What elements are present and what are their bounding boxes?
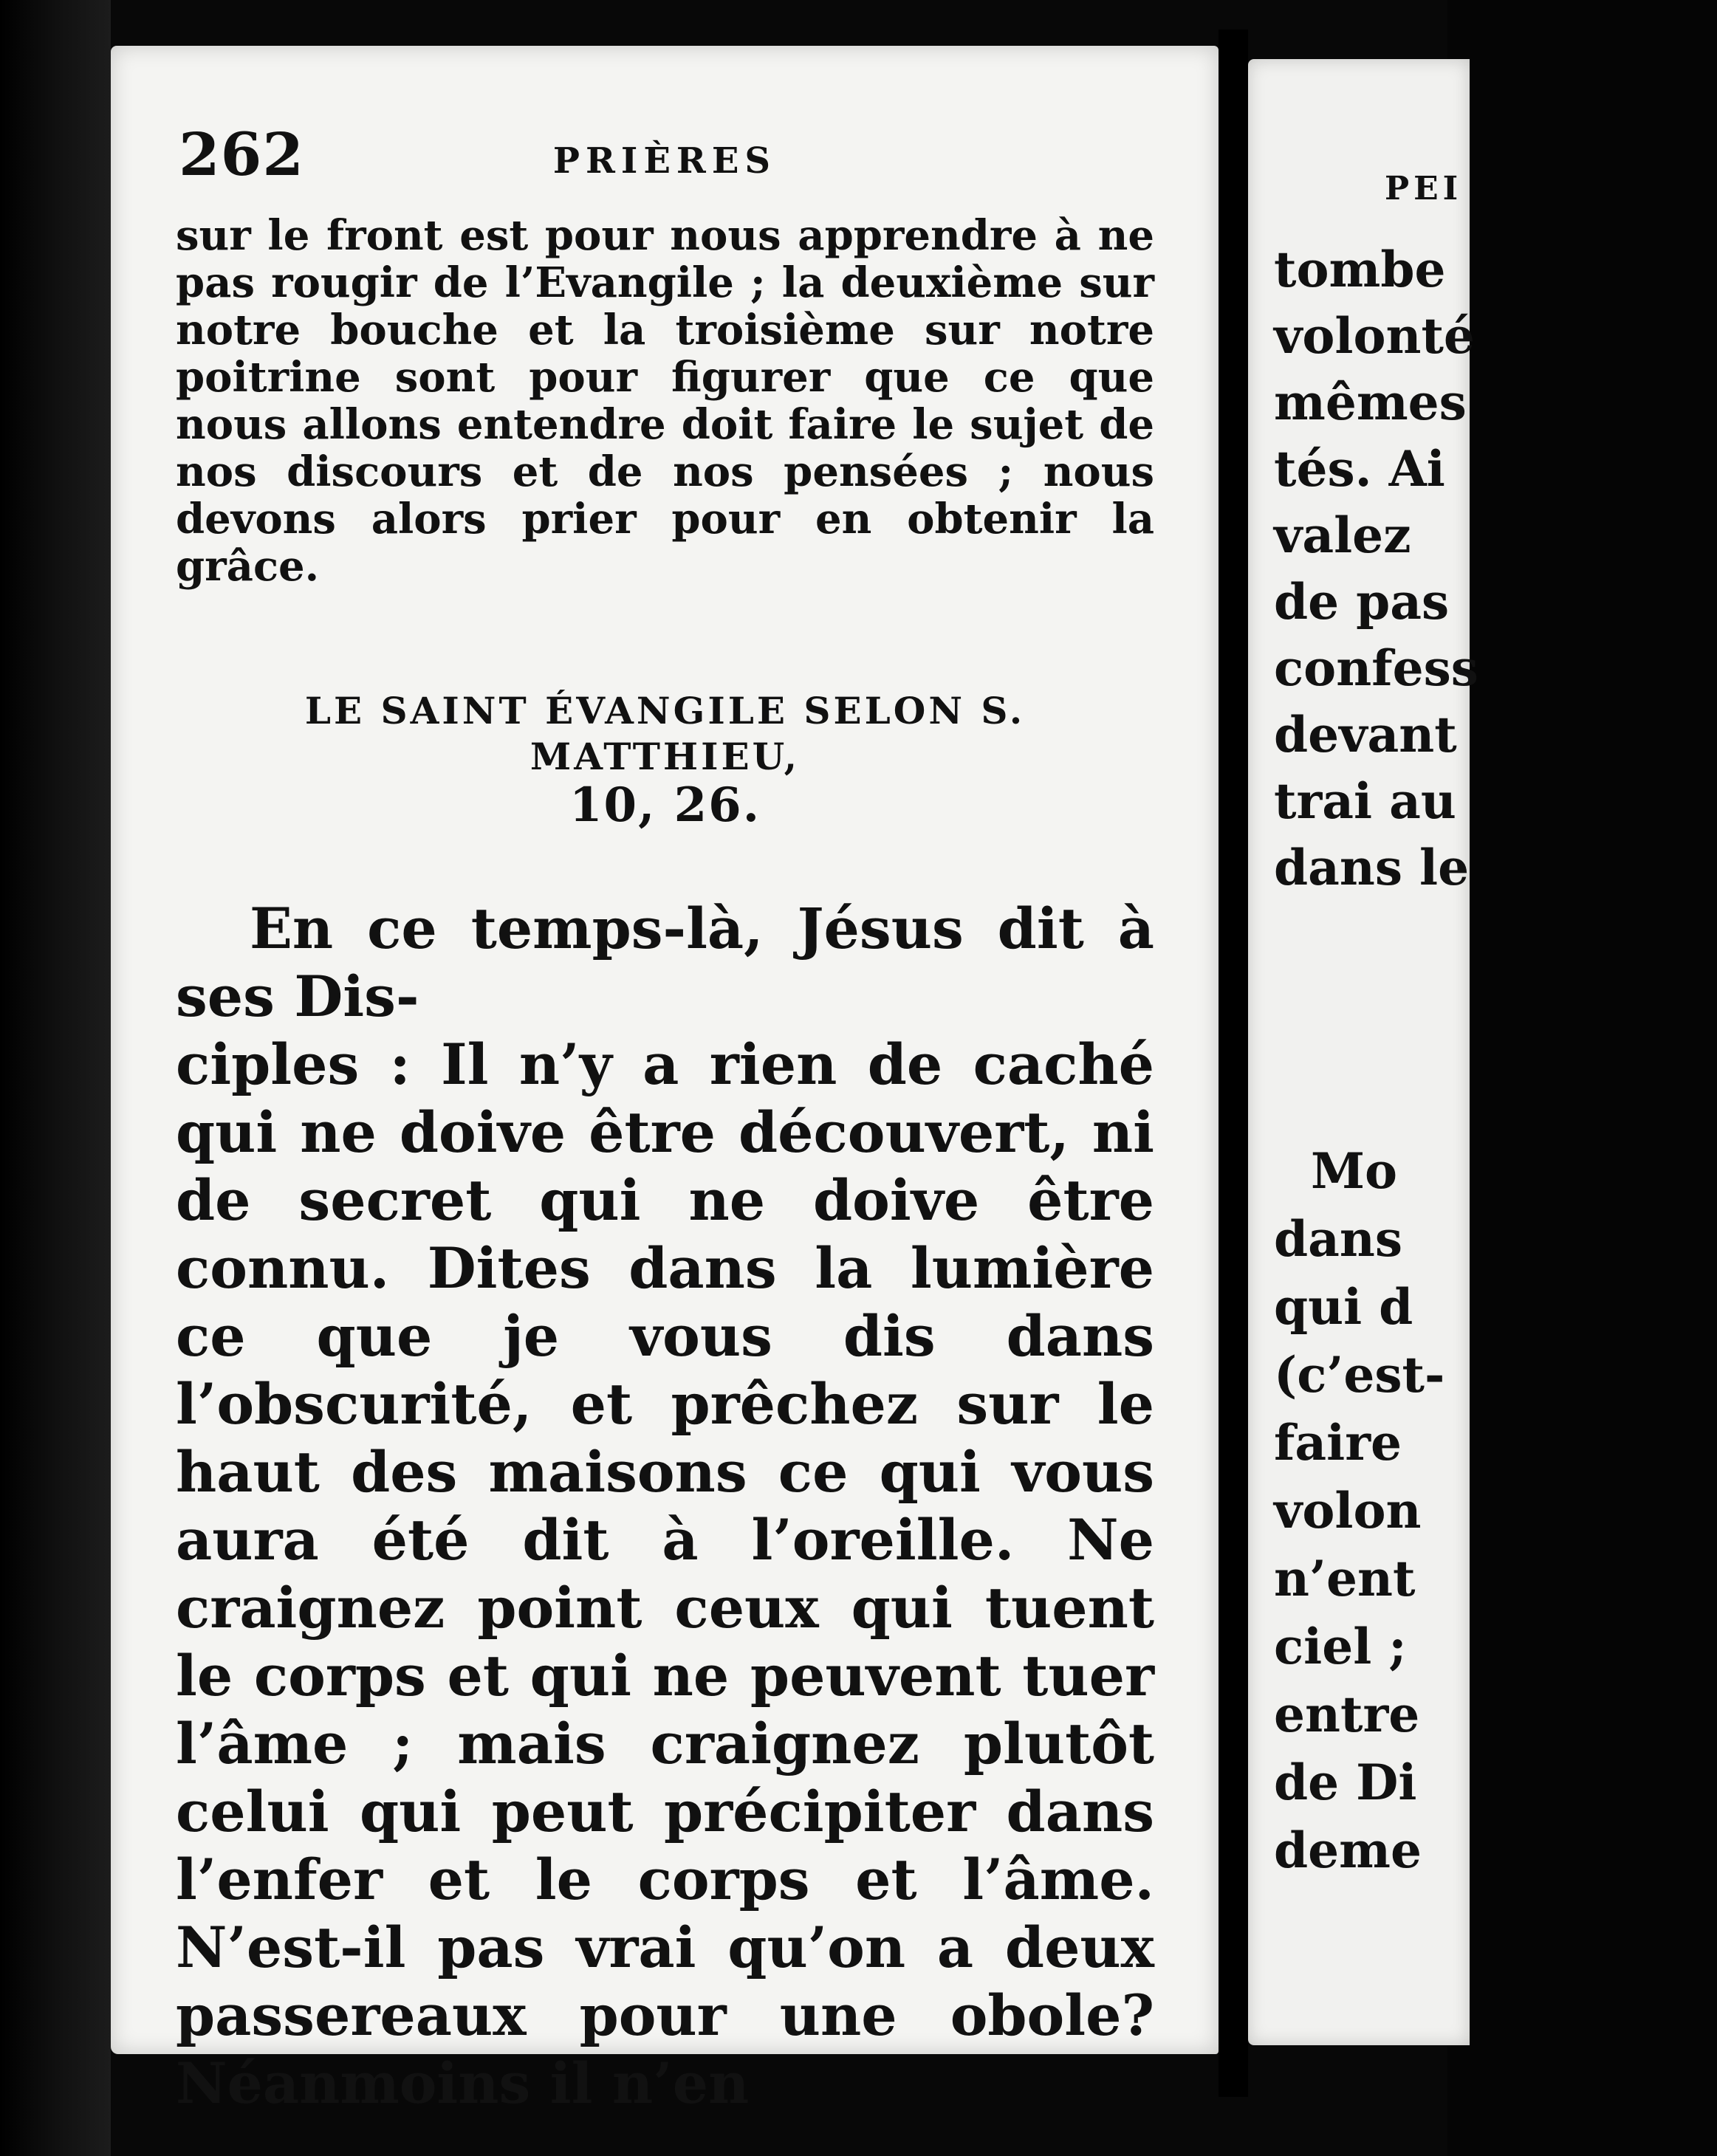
right-line: valez [1274,507,1411,564]
right-line: Mo [1311,1142,1398,1200]
right-line: devant [1274,706,1457,763]
gospel-first-line: En ce temps-là, Jésus dit à ses Dis- [176,896,1154,1029]
right-line: dans [1274,1210,1403,1268]
right-lower-text [1274,1137,1717,1884]
right-line: entre [1274,1686,1420,1743]
right-line: n’ent [1274,1550,1416,1607]
right-line: tombe [1274,241,1446,298]
right-line: ciel ; [1274,1618,1407,1675]
section-heading [176,688,1154,833]
right-line: qui d [1274,1278,1413,1336]
section-heading-title: LE SAINT ÉVANGILE SELON S. MATTHIEU, [304,689,1026,778]
running-head: PRIÈRES [552,140,777,182]
right-line: deme [1274,1822,1422,1879]
right-line: dans le [1274,839,1470,896]
right-line: volonté [1274,307,1475,365]
section-reference: 10, 26. [569,777,761,833]
right-line: tés. Ai [1274,440,1445,498]
right-line: confess [1274,639,1478,697]
right-line: faire [1274,1414,1402,1472]
book-gutter [1219,30,1248,2097]
gospel-paragraph [176,895,1154,2118]
right-page-fragment [1248,59,1478,2045]
right-running-head: PEI [1385,170,1463,207]
right-line: (c’est- [1274,1346,1445,1404]
right-line: trai au [1274,772,1456,830]
right-line: mêmes [1274,374,1467,431]
left-page [111,46,1219,2116]
page-number: 262 [179,120,304,189]
gospel-body: ciples : Il n’y a rien de caché qui ne doive être découvert, ni de secret qui ne doive être connu. Dites dans la lumière ce que je vous dis dans l’obscurité, et prêchez sur le haut des maisons ce qui vous aura été dit à l’oreille. Ne craignez point ceux qui tuent le corps et qui ne peuvent tuer l’âme ; mais craignez plutôt celui qui peut précipiter dans l’enfer et le corps et l’âme. N’est-il pas vrai qu’on a deux passereaux pour une obole? Néanmoins il n’en [176,1031,1154,2116]
intro-paragraph: sur le front est pour nous apprendre à ne pas rougir de l’Evangile ; la deuxième sur notre bouche et la troisième sur notre poitrine sont pour figurer que ce que nous allons entendre doit faire le sujet de nos discours et de nos pensées ; nous devons alors prier pour en obtenir la grâce. [176,211,1154,591]
right-line: de pas [1274,573,1450,631]
right-line: de Di [1274,1754,1417,1811]
right-line: volon [1274,1482,1422,1539]
left-binding-edge [0,0,111,2156]
right-upper-text [1274,236,1717,901]
